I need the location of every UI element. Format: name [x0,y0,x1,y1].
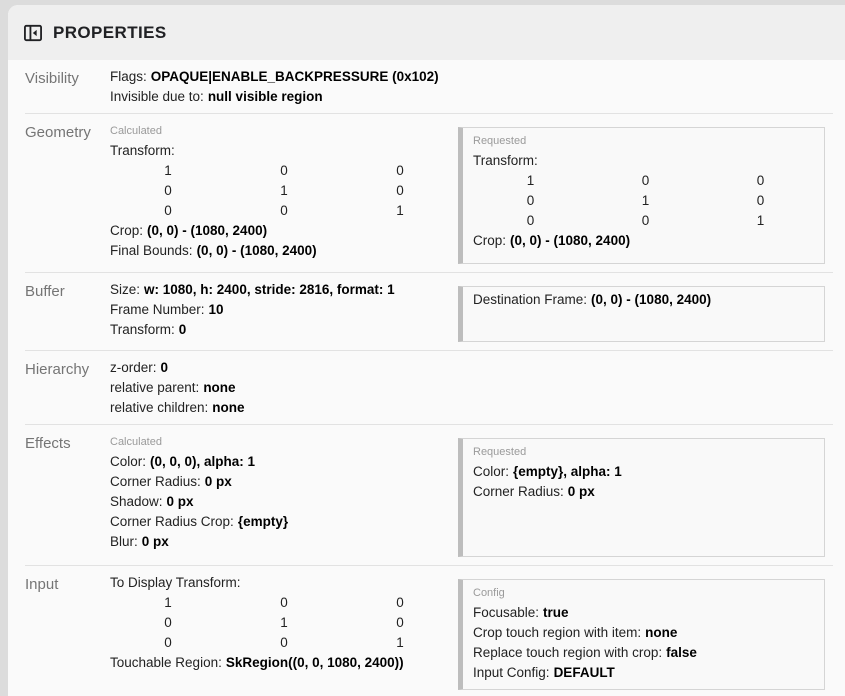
property-label: Size: [110,282,141,297]
panel-title: PROPERTIES [53,22,167,42]
property-value: 0 [160,360,169,375]
section-label-geometry: Geometry [25,124,91,141]
property-label: Frame Number: [110,302,205,317]
property-label: Blur: [110,534,138,549]
property-row-input-config [473,663,820,683]
property-label: Replace touch region with crop: [473,645,663,660]
property-row-crop-touch-region [473,623,820,643]
matrix-cell: 0 [526,193,535,208]
property-row-flags [110,67,458,87]
requested-box-buffer [458,286,825,342]
property-row-color [110,452,458,472]
matrix-cell: 0 [756,173,765,188]
left-panel-close-icon[interactable] [22,22,44,44]
matrix-cell: 0 [164,615,172,630]
property-row-touchable-region [110,653,458,673]
requested-sublabel: Requested [473,446,527,458]
property-label: Corner Radius: [473,484,564,499]
property-label: relative parent: [110,380,200,395]
property-row-final-bounds [110,241,458,261]
property-row-to-display-transform [110,573,458,593]
property-value: (0, 0) - (1080, 2400) [591,292,712,307]
property-row-shadow [110,492,458,512]
property-label: Transform: [110,143,175,158]
transform-matrix [110,593,458,653]
matrix-cell: 1 [164,163,172,178]
property-value: 0 [178,322,187,337]
property-row-transform [473,151,820,171]
matrix-cell: 1 [164,595,172,610]
matrix-cell: 0 [280,635,288,650]
calculated-sublabel: Calculated [110,436,162,448]
property-label: Corner Radius: [110,474,201,489]
property-row-destination-frame [473,290,820,310]
property-value: 10 [208,302,224,317]
property-value: none [212,400,245,415]
section-effects [25,425,833,566]
panel-header [8,5,845,60]
property-value: 0 px [166,494,194,509]
property-row-crop [110,221,458,241]
section-label-hierarchy: Hierarchy [25,361,90,378]
matrix-cell: 0 [280,163,288,178]
section-label-effects: Effects [25,435,71,452]
property-value: 0 px [141,534,169,549]
config-sublabel: Config [473,587,505,599]
property-value: false [666,645,697,660]
config-box-input [458,579,825,690]
transform-matrix [110,161,458,221]
matrix-cell: 0 [280,203,288,218]
property-value: SkRegion((0, 0, 1080, 2400)) [225,655,404,670]
property-row-z-order [110,358,458,378]
matrix-cell: 0 [641,213,650,228]
property-row-corner-radius-crop [110,512,458,532]
property-label: To Display Transform: [110,575,241,590]
matrix-cell: 0 [526,213,535,228]
property-label: Final Bounds: [110,243,193,258]
matrix-cell: 0 [164,203,172,218]
property-value: none [645,625,678,640]
property-label: Color: [110,454,147,469]
property-label: Shadow: [110,494,163,509]
property-row-transform [110,141,458,161]
property-row-invisible-due-to [110,87,458,107]
matrix-cell: 1 [526,173,535,188]
property-value: w: 1080, h: 2400, stride: 2816, format: 1 [144,282,395,297]
property-label: relative children: [110,400,209,415]
property-value: (0, 0, 0), alpha: 1 [150,454,256,469]
property-label: Flags: [110,69,147,84]
properties-panel [8,5,845,696]
section-input [25,566,833,696]
matrix-cell: 0 [396,595,404,610]
property-label: Invisible due to: [110,89,204,104]
property-value: (0, 0) - (1080, 2400) [147,223,268,238]
property-value: DEFAULT [553,665,615,680]
property-value: null visible region [207,89,323,104]
property-value: (0, 0) - (1080, 2400) [510,233,631,248]
matrix-cell: 1 [641,193,650,208]
property-label: Crop: [110,223,144,238]
property-value: {empty}, alpha: 1 [513,464,622,479]
matrix-cell: 0 [756,193,765,208]
property-value: true [543,605,569,620]
matrix-cell: 1 [280,615,288,630]
section-hierarchy [25,351,833,425]
property-row-focusable [473,603,820,623]
property-row-transform [110,320,458,340]
matrix-cell: 0 [280,595,288,610]
matrix-cell: 0 [164,183,172,198]
section-visibility [25,60,833,114]
property-value: 0 px [567,484,595,499]
requested-sublabel: Requested [473,135,527,147]
property-row-relative-parent [110,378,458,398]
property-row-size [110,280,458,300]
calculated-sublabel: Calculated [110,125,162,137]
requested-box-effects [458,438,825,557]
property-label: Focusable: [473,605,540,620]
property-row-corner-radius [110,472,458,492]
property-label: z-order: [110,360,157,375]
property-label: Touchable Region: [110,655,222,670]
transform-matrix [473,171,820,231]
property-row-crop [473,231,820,251]
matrix-cell: 1 [280,183,288,198]
matrix-cell: 1 [396,635,404,650]
property-label: Corner Radius Crop: [110,514,234,529]
property-value: OPAQUE|ENABLE_BACKPRESSURE (0x102) [150,69,439,84]
matrix-cell: 0 [396,615,404,630]
property-value: (0, 0) - (1080, 2400) [196,243,317,258]
property-label: Crop: [473,233,507,248]
property-row-replace-touch-region [473,643,820,663]
property-value: 0 px [204,474,232,489]
property-row-corner-radius [473,482,820,502]
matrix-cell: 0 [164,635,172,650]
section-label-visibility: Visibility [25,70,79,87]
property-row-frame-number [110,300,458,320]
matrix-cell: 1 [756,213,765,228]
matrix-cell: 0 [641,173,650,188]
matrix-cell: 1 [396,203,404,218]
requested-box-geometry [458,127,825,264]
property-row-relative-children [110,398,458,418]
section-label-input: Input [25,576,59,593]
property-label: Transform: [110,322,175,337]
property-row-blur [110,532,458,552]
property-row-color [473,462,820,482]
property-label: Crop touch region with item: [473,625,642,640]
matrix-cell: 0 [396,163,404,178]
matrix-cell: 0 [396,183,404,198]
section-buffer [25,273,833,351]
section-label-buffer: Buffer [25,283,65,300]
property-value: none [203,380,236,395]
property-label: Transform: [473,153,538,168]
section-geometry [25,114,833,273]
property-value: {empty} [237,514,289,529]
property-label: Color: [473,464,510,479]
property-label: Destination Frame: [473,292,588,307]
property-label: Input Config: [473,665,550,680]
